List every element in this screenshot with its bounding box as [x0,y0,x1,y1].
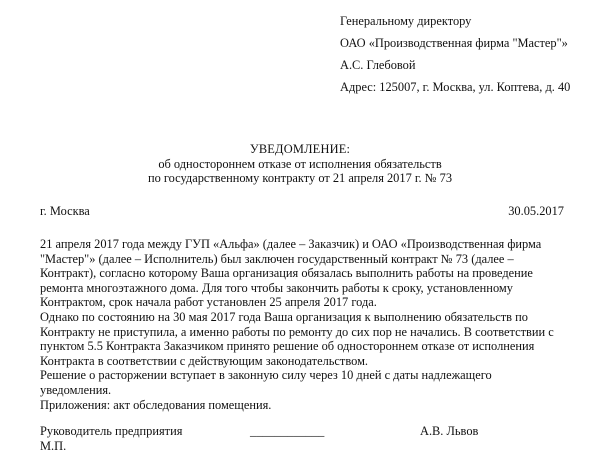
document-subtitle-line-1: об одностороннем отказе от исполнения обязательств [158,156,442,171]
signer-position: Руководитель предприятия [40,424,183,438]
addressee-block [340,14,590,102]
issue-date: 30.05.2017 [508,204,564,218]
addressee-company: ОАО «Производственная фирма "Мастер"» [340,36,568,50]
body-paragraph: Однако по состоянию на 30 мая 2017 года Ваша организация к выполнению обязательств по Контракту не приступила, а именно работы по ремонту до сих пор не начались. В соответствии с пунктом 5.5 Контракта Заказчиком принято решение об одностороннем отказе от исполнения Контракта в соответствии с действующим законодательством. [40,309,554,368]
addressee-name: А.С. Глебовой [340,58,416,72]
document-body [40,237,560,412]
signer-name: А.В. Львов [420,424,479,438]
body-paragraph: 21 апреля 2017 года между ГУП «Альфа» (далее – Заказчик) и ОАО «Производственная фирма "Мастер"» (далее – Исполнитель) был заключен государственный контракт № 73 (далее – Контракт), согласно которому Ваша организация обязалась выполнить работы на проведение ремонта многоэтажного дома. Для того чтобы закончить работы к сроку, установленному Контрактом, срок начала работ установлен 25 апреля 2017 года. [40,237,542,310]
body-paragraph: Решение о расторжении вступает в законную силу через 10 дней с даты надлежащего уведомления. [40,368,492,397]
place-date-row [40,204,564,219]
attachments-line: Приложения: акт обследования помещения. [40,397,272,412]
stamp-place: М.П. [40,439,67,453]
document-subtitle-line-2: по государственному контракту от 21 апреля 2017 г. № 73 [147,171,453,185]
signature-line: ____________ [250,424,325,438]
addressee-position: Генеральному директору [340,14,472,28]
document-title-block [0,142,600,186]
addressee-address: Адрес: 125007, г. Москва, ул. Коптева, д. 40 [340,80,571,94]
place-of-issue: г. Москва [40,204,90,218]
document-title: УВЕДОМЛЕНИЕ: [249,142,351,156]
